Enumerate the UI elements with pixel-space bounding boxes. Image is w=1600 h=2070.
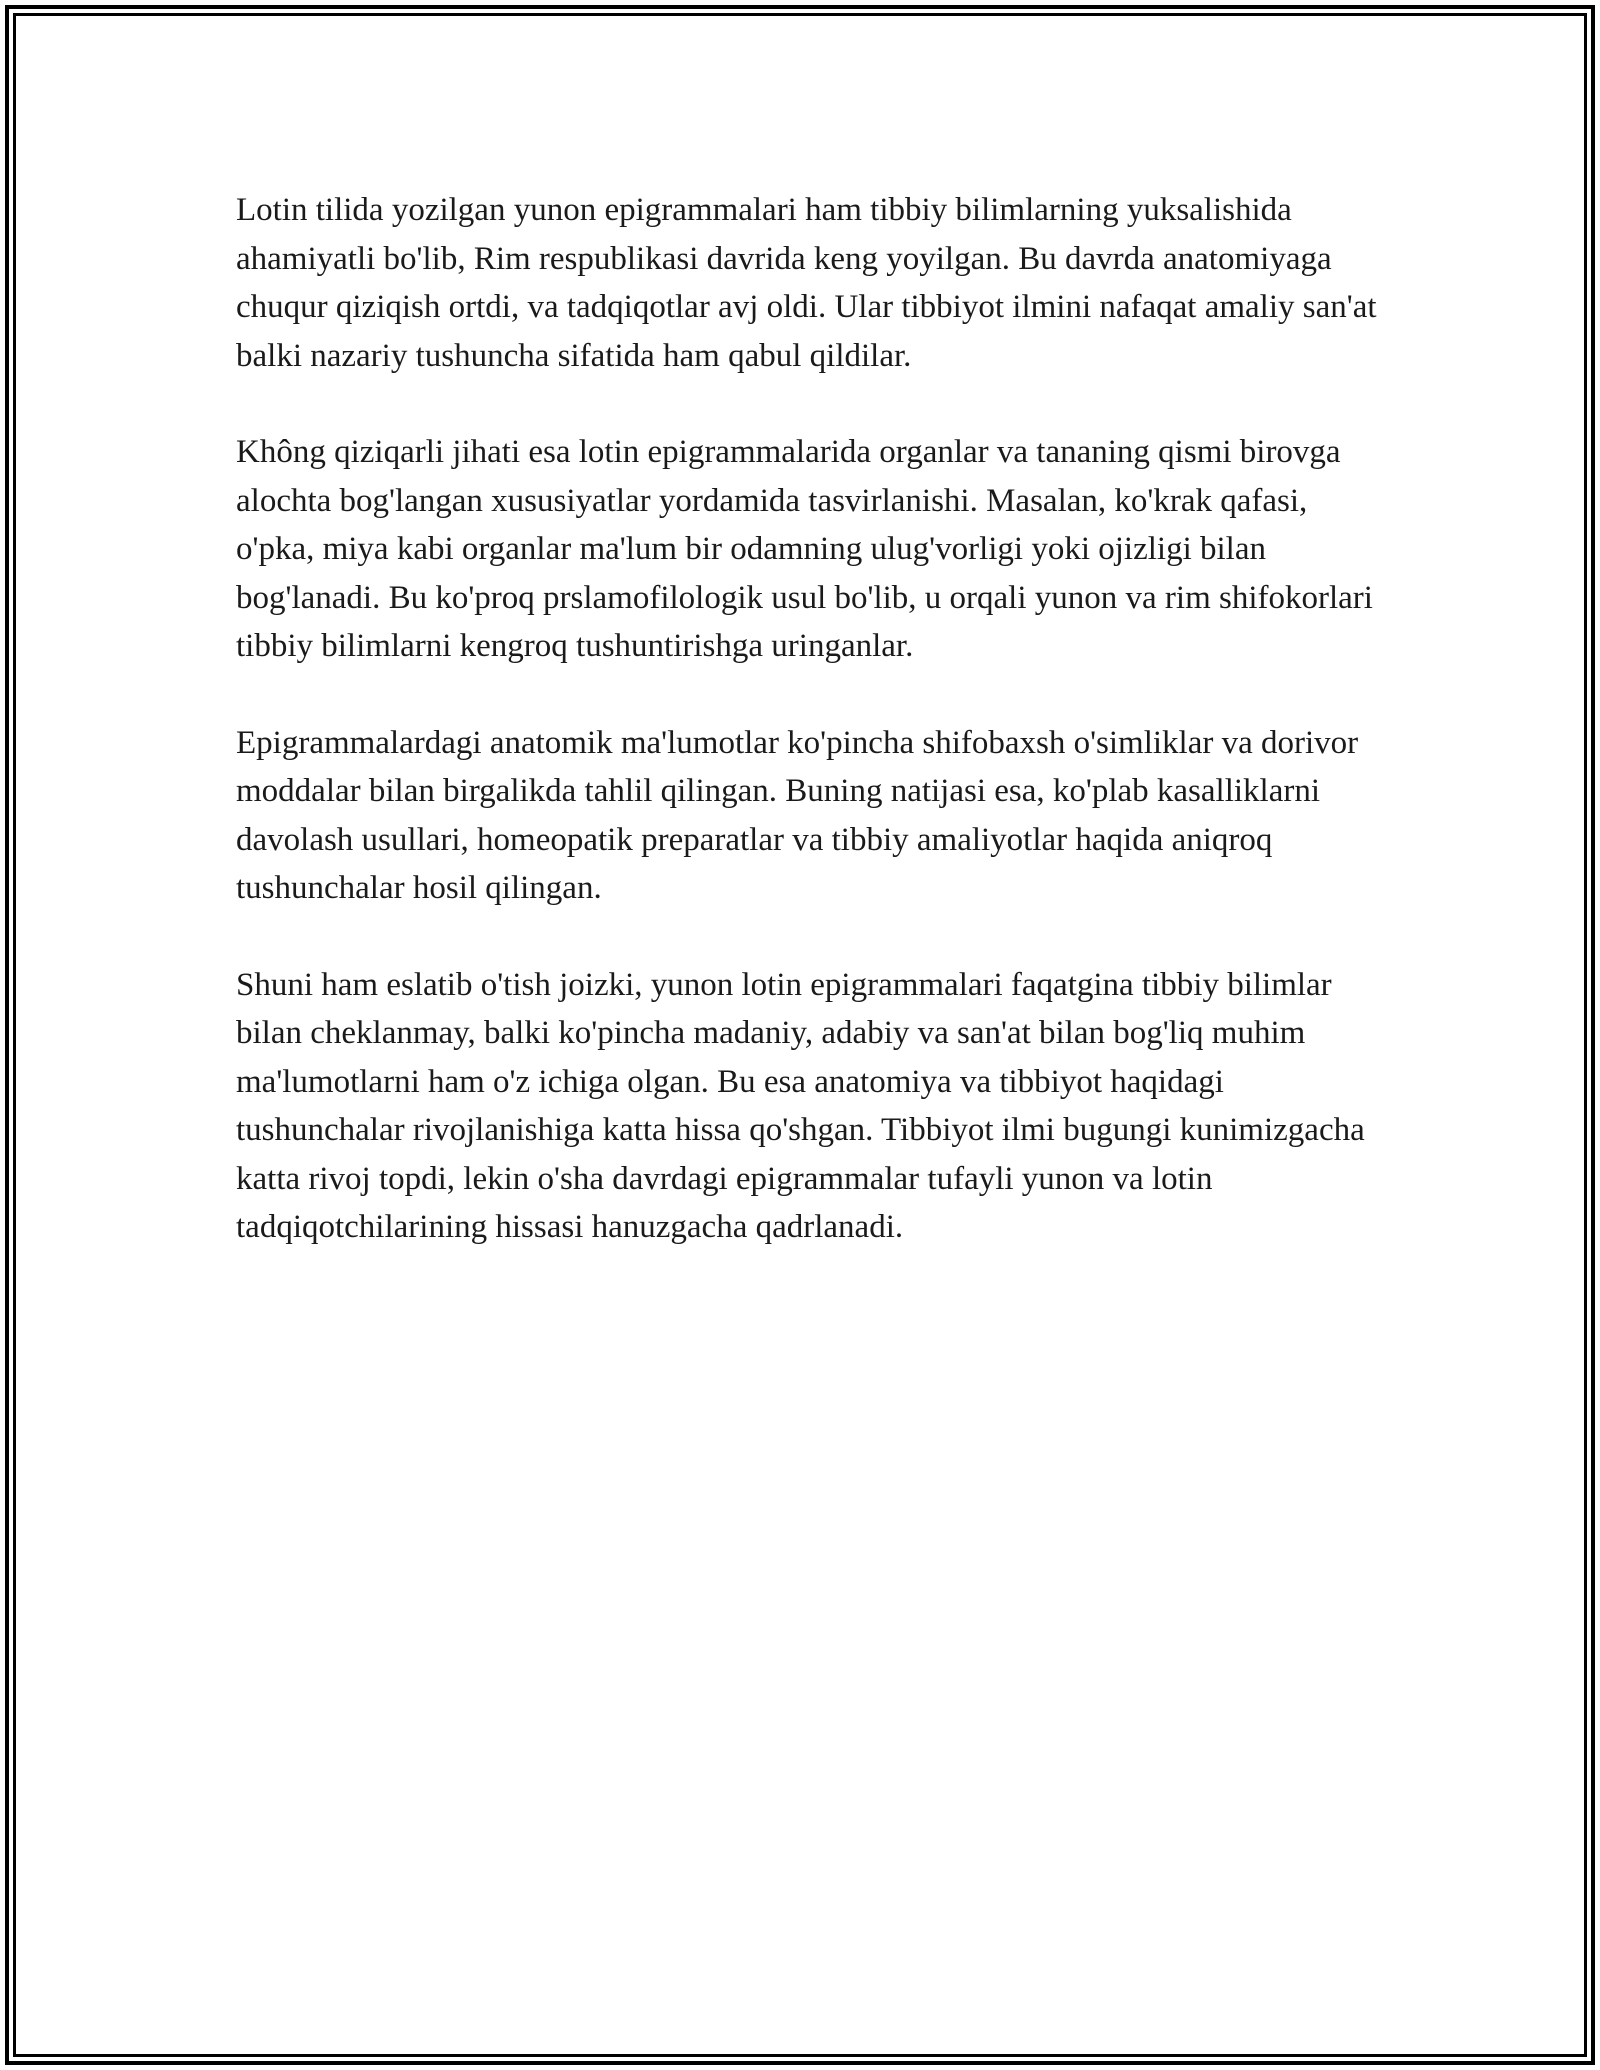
paragraph-3: Epigrammalardagi anatomik ma'lumotlar ko'pincha shifobaxsh o'simliklar va dorivor moddalar bilan birgalikda tahlil qilingan. Buning natijasi esa, ko'plab kasalliklarni davolash usullari, homeopatik preparatlar va tibbiy amaliyotlar haqida aniqroq tushunchalar hosil qilingan. [236,724,1359,906]
document-body [236,186,1386,1300]
paragraph-1: Lotin tilida yozilgan yunon epigrammalari ham tibbiy bilimlarning yuksalishida ahamiyatli bo'lib, Rim respublikasi davrida keng yoyilgan. Bu davrda anatomiyaga chuqur qiziqish ortdi, va tadqiqotlar avj oldi. Ular tibbiyot ilmini nafaqat amaliy san'at balki nazariy tushuncha sifatida ham qabul qildilar. [236,192,1377,374]
paragraph-4: Shuni ham eslatib o'tish joizki, yunon lotin epigrammalari faqatgina tibbiy bilimlar bilan cheklanmay, balki ko'pincha madaniy, adabiy va san'at bilan bog'liq muhim ma'lumotlarni ham o'z ichiga olgan. Bu esa anatomiya va tibbiyot haqidagi tushunchalar rivojlanishiga katta hissa qo'shgan. Tibbiyot ilmi bugungi kunimizgacha katta rivoj topdi, lekin o'sha davrdagi epigrammalar tufayli yunon va lotin tadqiqotchilarining hissasi hanuzgacha qadrlanadi. [236,966,1365,1245]
paragraph-2: Không qiziqarli jihati esa lotin epigrammalarida organlar va tananing qismi birovga alochta bog'langan xususiyatlar yordamida tasvirlanishi. Masalan, ko'krak qafasi, o'pka, miya kabi organlar ma'lum bir odamning ulug'vorligi yoki ojizligi bilan bog'lanadi. Bu ko'proq prslamofilologik usul bo'lib, u orqali yunon va rim shifokorlari tibbiy bilimlarni kengroq tushuntirishga uringanlar. [236,434,1373,664]
